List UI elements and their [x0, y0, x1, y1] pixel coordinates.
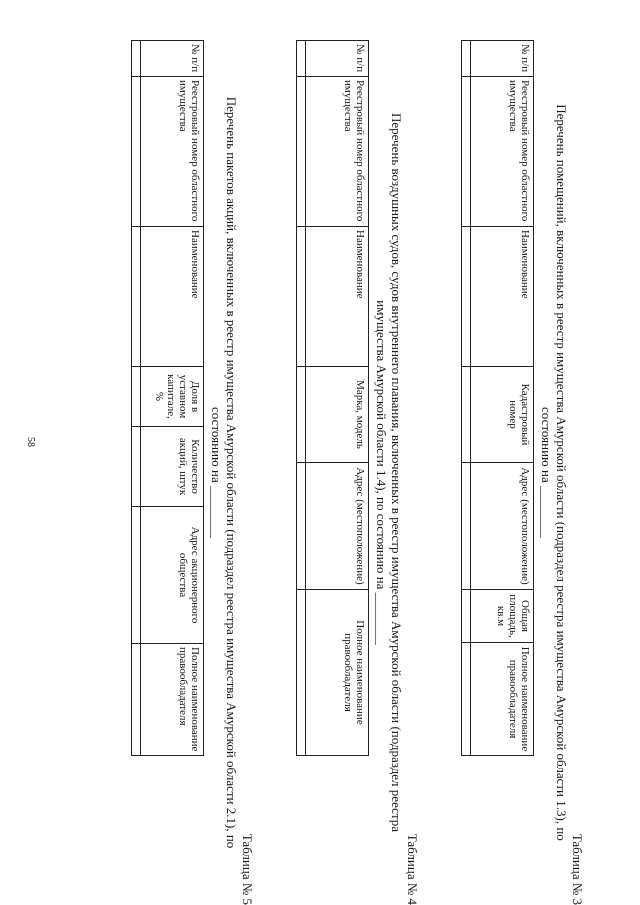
table-cell: [132, 644, 141, 756]
table-3-number: Таблица № 3: [570, 833, 585, 905]
table-cell: [297, 367, 306, 463]
table-3: [461, 40, 534, 756]
header-cell: Наименование: [141, 227, 204, 367]
header-cell: Адрес акционерного общества: [141, 507, 204, 644]
table-cell: [132, 41, 141, 77]
header-cell: Реестровый номер областного имущества: [141, 77, 204, 227]
table-4-title: [374, 40, 404, 905]
table-cell: [297, 227, 306, 367]
table-row: [141, 41, 204, 756]
header-cell: Наименование: [306, 227, 369, 367]
table-cell: [132, 227, 141, 367]
table-5-number: Таблица № 5: [240, 833, 255, 905]
page-number: 58: [25, 437, 36, 447]
table-4-title-line2: имущества Амурской области 1.4), по состоянию на ________: [374, 300, 389, 645]
table-cell: [132, 367, 141, 427]
header-cell: Доля в уставном капитале, %: [141, 367, 204, 427]
table-cell: [297, 77, 306, 227]
table-4-number: Таблица № 4: [405, 833, 420, 905]
table-row: [132, 41, 141, 756]
table-5-title-line1: Перечень пакетов акций, включенных в реестр имущества Амурской области (подраздел реестра имущества Амурской области 2.1), по: [224, 96, 239, 849]
table-cell: [462, 643, 471, 756]
table-5-title: [209, 40, 239, 905]
header-cell: Марка, модель: [306, 367, 369, 463]
header-cell: Наименование: [471, 227, 534, 367]
table-cell: [462, 367, 471, 463]
header-cell: Полное наименование правообладателя: [471, 643, 534, 756]
rotated-page-content: [25, 40, 585, 905]
header-cell: № п/п: [471, 41, 534, 77]
table-5: [131, 40, 204, 756]
table-3-title: [539, 40, 569, 905]
table-cell: [462, 227, 471, 367]
table-row: [471, 41, 534, 756]
header-cell: Полное наименование правообладателя: [141, 644, 204, 756]
header-cell: № п/п: [306, 41, 369, 77]
table-cell: [132, 507, 141, 644]
table-4: [296, 40, 369, 756]
table-cell: [132, 77, 141, 227]
table-cell: [297, 41, 306, 77]
table-row: [306, 41, 369, 756]
header-cell: Адрес (местоположение): [471, 463, 534, 590]
table-row: [297, 41, 306, 756]
header-cell: № п/п: [141, 41, 204, 77]
header-cell: Адрес (местоположение): [306, 463, 369, 590]
header-cell: Полное наименование правообладателя: [306, 590, 369, 756]
table-cell: [462, 77, 471, 227]
table-cell: [462, 463, 471, 590]
table-cell: [462, 41, 471, 77]
header-cell: Кадастровый номер: [471, 367, 534, 463]
table-row: [462, 41, 471, 756]
table-5-title-line2: состоянию на ________: [209, 407, 224, 538]
header-cell: Реестровый номер областного имущества: [471, 77, 534, 227]
table-cell: [297, 590, 306, 756]
table-cell: [297, 463, 306, 590]
header-cell: Реестровый номер областного имущества: [306, 77, 369, 227]
table-4-title-line1: Перечень воздушных судов, судов внутреннего плавания, включенных в реестр имущества Амурской области (подраздел реестра: [389, 112, 404, 833]
table-cell: [462, 590, 471, 643]
header-cell: Общая площадь, кв.м: [471, 590, 534, 643]
table-3-title-line1: Перечень помещений, включенных в реестр имущества Амурской области (подраздел реестра имущества Амурской области 1.3), по: [554, 104, 569, 841]
table-cell: [132, 427, 141, 507]
header-cell: Количество акций, штук: [141, 427, 204, 507]
table-3-title-line2: состоянию на ________: [539, 407, 554, 538]
